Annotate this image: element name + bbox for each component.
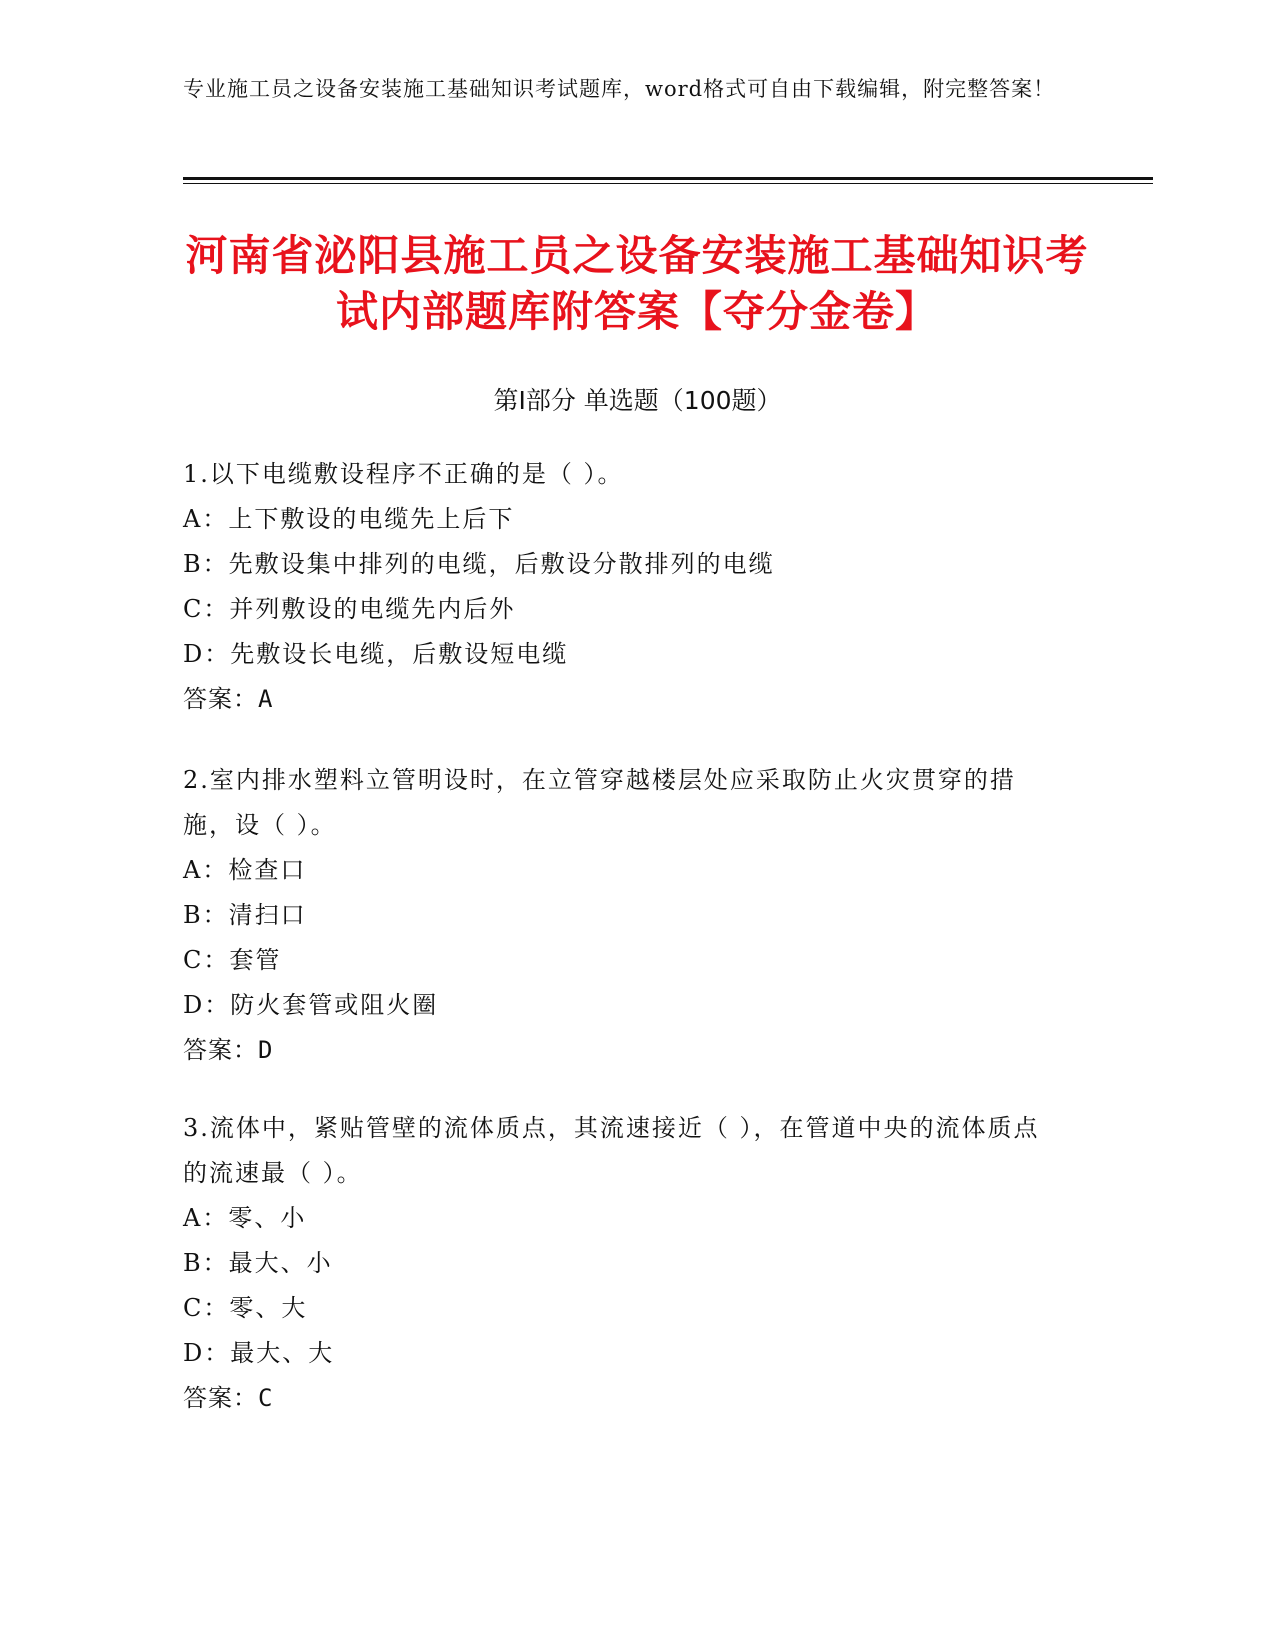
question-3 [183,1106,1063,1421]
question-stem: 1.以下电缆敷设程序不正确的是（ ）。 [183,460,624,488]
answer [183,677,1063,722]
question-stem: 2.室内排水塑料立管明设时，在立管穿越楼层处应采取防止火灾贯穿的措施，设（ ）。 [183,766,1016,839]
option-d: D：防火套管或阻火圈 [183,991,439,1019]
option-a: A：检查口 [183,856,307,884]
question-stem: 3.流体中，紧贴管壁的流体质点，其流速接近（ ），在管道中央的流体质点的流速最（ ）。 [183,1114,1040,1187]
option-b: B：最大、小 [183,1249,333,1277]
answer-label: 答案： [183,685,258,713]
section-heading: 第Ⅰ部分 单选题（100题） [493,386,782,415]
option-d: D：先敷设长电缆，后敷设短电缆 [183,640,569,668]
option-c: C：零、大 [183,1294,308,1322]
header-divider-thick [183,177,1153,180]
question-1 [183,452,1063,722]
header-note: 专业施工员之设备安装施工基础知识考试题库，word格式可自由下载编辑，附完整答案！ [183,77,1056,101]
answer-label: 答案： [183,1036,258,1064]
answer [183,1028,1063,1073]
answer-value: A [258,685,274,713]
answer-value: D [258,1036,274,1064]
option-a: A：零、小 [183,1204,307,1232]
option-a: A：上下敷设的电缆先上后下 [183,505,515,533]
header-divider-thin [183,183,1153,184]
option-c: C：套管 [183,946,282,974]
answer-label: 答案： [183,1384,258,1412]
option-c: C：并列敷设的电缆先内后外 [183,595,516,623]
document-title: 河南省泌阳县施工员之设备安装施工基础知识考试内部题库附答案【夺分金卷】 [185,231,1089,336]
option-b: B：先敷设集中排列的电缆，后敷设分散排列的电缆 [183,550,775,578]
option-b: B：清扫口 [183,901,307,929]
option-d: D：最大、大 [183,1339,335,1367]
question-2 [183,758,1063,1073]
answer [183,1376,1063,1421]
answer-value: C [258,1384,274,1412]
